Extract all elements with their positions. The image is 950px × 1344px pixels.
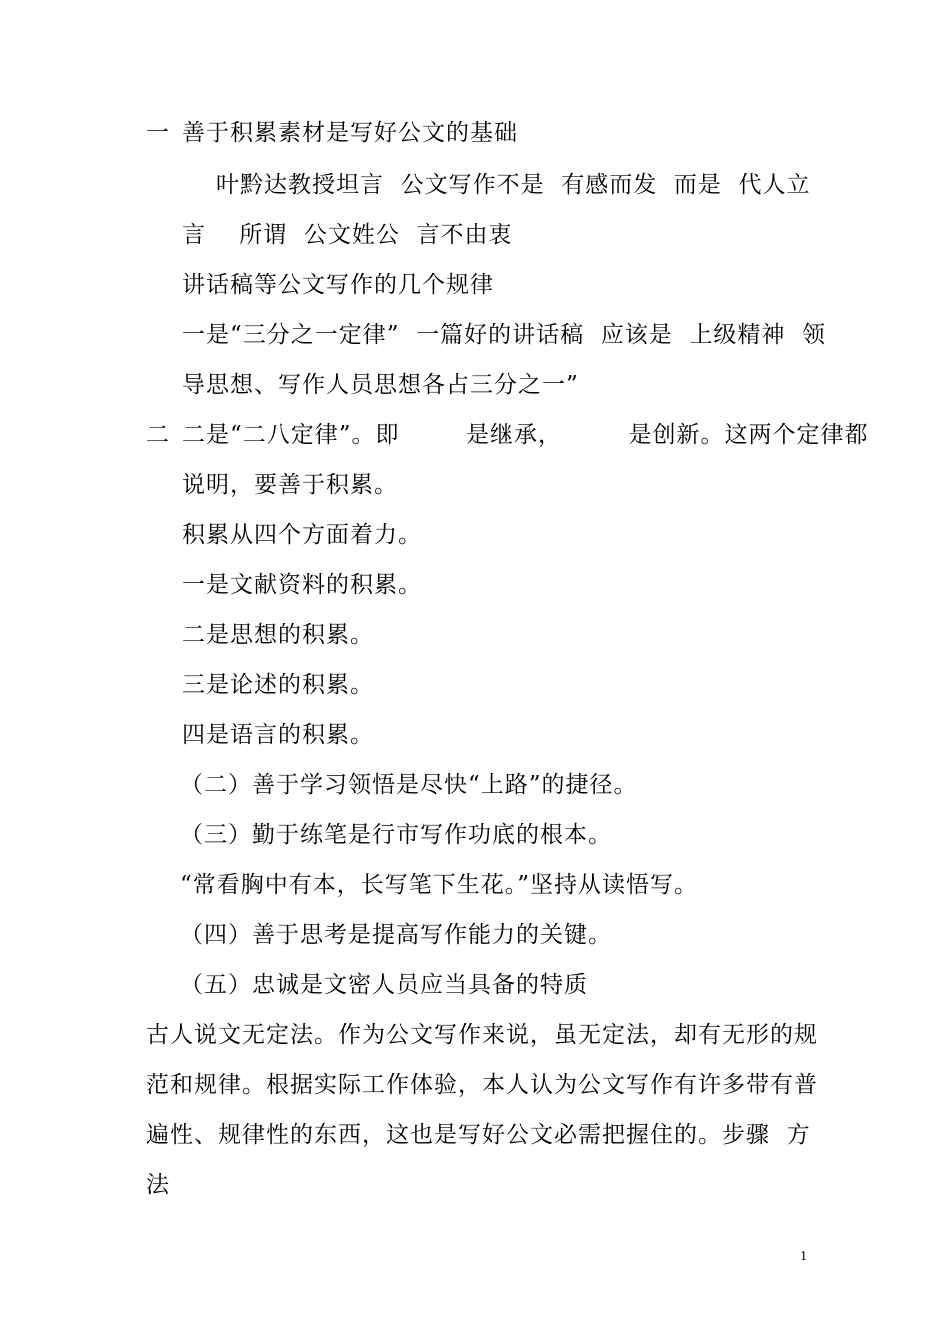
paragraph-line: 古人说文无定法。作为公文写作来说，虽无定法，却有无形的规 bbox=[146, 1022, 818, 1048]
paragraph-line: 言 所谓 公文姓公 言不由衷 bbox=[182, 222, 513, 248]
section-heading-one: 善于积累素材是写好公文的基础 bbox=[182, 120, 518, 146]
paragraph-line: 一是“三分之一定律” 一篇好的讲话稿 应该是 上级精神 领 bbox=[182, 322, 827, 348]
paragraph-line: 导思想、写作人员思想各占三分之一” bbox=[182, 372, 579, 398]
section-marker-two: 二 bbox=[146, 422, 169, 448]
quote-line: “常看胸中有本，长写笔下生花。”坚持从读悟写。 bbox=[180, 872, 699, 898]
paragraph-line: 法 bbox=[146, 1172, 170, 1198]
paragraph-line: 讲话稿等公文写作的几个规律 bbox=[182, 272, 494, 298]
page-number: 1 bbox=[800, 1249, 807, 1264]
list-item: 一是文献资料的积累。 bbox=[182, 572, 422, 598]
section-marker-one: 一 bbox=[146, 120, 169, 146]
list-item: 四是语言的积累。 bbox=[182, 722, 374, 748]
subsection-heading: （四）善于思考是提高写作能力的关键。 bbox=[180, 922, 612, 948]
subsection-heading: （三）勤于练笔是行市写作功底的根本。 bbox=[180, 822, 612, 848]
section-line-two: 二是“二八定律”。即 是继承， 是创新。这两个定律都 bbox=[182, 422, 869, 448]
paragraph-line: 叶黔达教授坦言 公文写作不是 有感而发 而是 代人立 bbox=[216, 172, 811, 198]
paragraph-line: 遍性、规律性的东西，这也是写好公文必需把握住的。步骤 方 bbox=[146, 1122, 811, 1148]
subsection-heading: （五）忠诚是文密人员应当具备的特质 bbox=[180, 972, 588, 998]
paragraph-line: 说明，要善于积累。 bbox=[182, 472, 398, 498]
list-item: 二是思想的积累。 bbox=[182, 622, 374, 648]
paragraph-line: 积累从四个方面着力。 bbox=[182, 522, 422, 548]
subsection-heading: （二）善于学习领悟是尽快“上路”的捷径。 bbox=[180, 772, 638, 798]
list-item: 三是论述的积累。 bbox=[182, 672, 374, 698]
paragraph-line: 范和规律。根据实际工作体验，本人认为公文写作有许多带有普 bbox=[146, 1072, 818, 1098]
